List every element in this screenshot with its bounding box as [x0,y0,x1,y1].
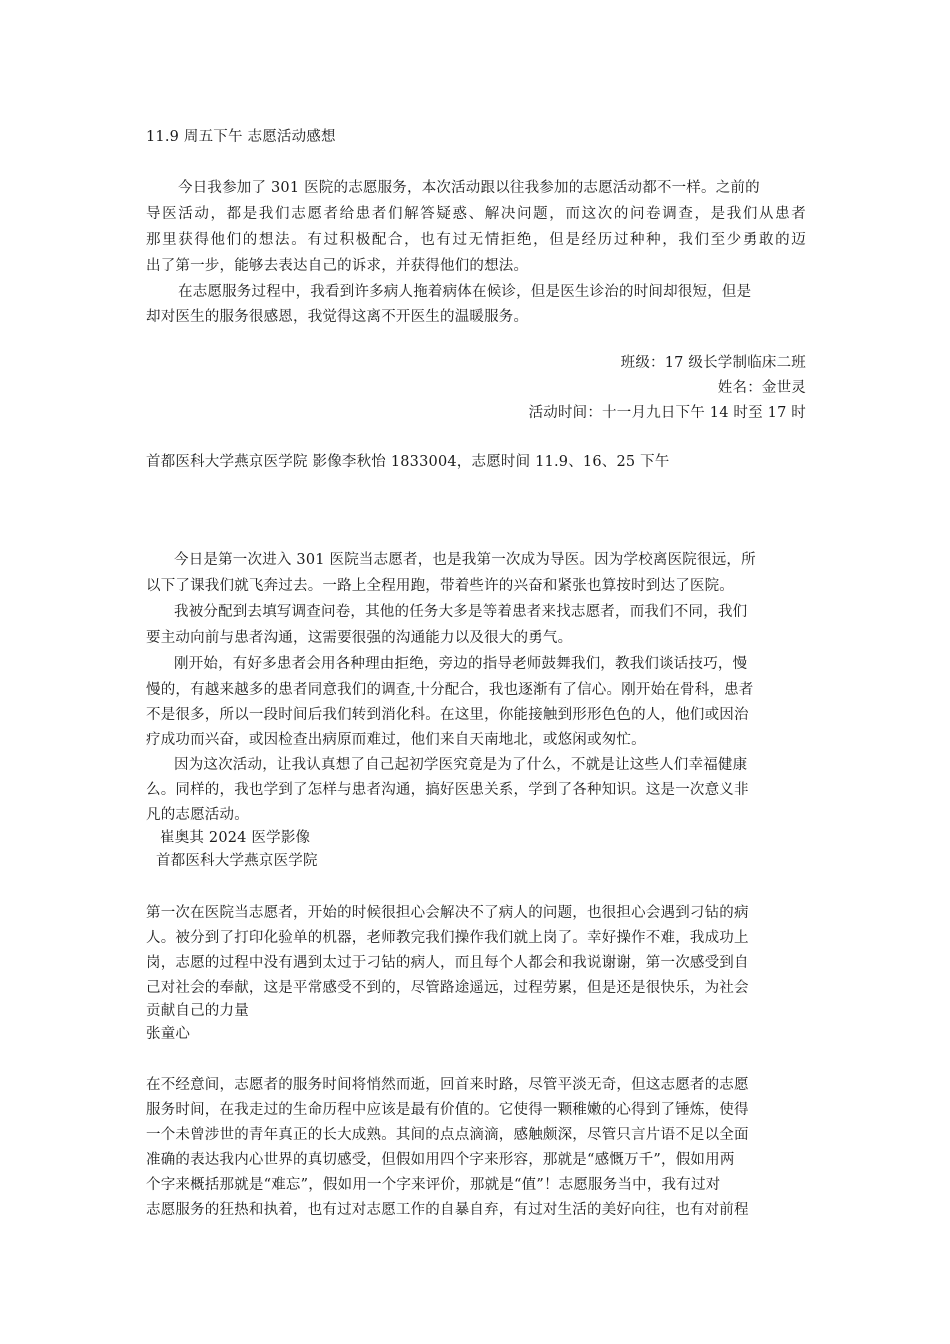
essay3-line: 刚开始，有好多患者会用各种理由拒绝，旁边的指导老师鼓舞我们，教我们谈话技巧，慢 [174,656,748,672]
essay1-line: 出了第一步，能够去表达自己的诉求，并获得他们的想法。 [146,258,529,274]
essay3-line: 凡的志愿活动。 [146,807,249,823]
essay3-signature-1: 崔奥其 2024 医学影像 [160,830,311,846]
essay3-line: 今日是第一次进入 301 医院当志愿者，也是我第一次成为导医。因为学校离医院很远，所 [174,552,756,568]
essay4-signature: 张童心 [146,1026,191,1042]
essay1-line: 在志愿服务过程中，我看到许多病人拖着病体在候诊，但是医生诊治的时间却很短，但是 [178,284,752,300]
essay5-line: 一个未曾涉世的青年真正的长大成熟。其间的点点滴滴，感触颇深，尽管只言片语不足以全面 [146,1127,749,1143]
essay5-line: 个字来概括那就是“难忘”，假如用一个字来评价，那就是“值”！志愿服务当中，我有过对 [146,1177,721,1193]
essay3-signature-2: 首都医科大学燕京医学院 [156,853,318,869]
essay4-line: 第一次在医院当志愿者，开始的时候很担心会解决不了病人的问题，也很担心会遇到刁钻的病 [146,905,749,921]
essay2-header: 首都医科大学燕京医学院 影像李秋怡 1833004，志愿时间 11.9、16、25 下午 [146,454,670,470]
essay3-line: 慢的，有越来越多的患者同意我们的调查,十分配合，我也逐渐有了信心。刚开始在骨科，患者 [146,682,754,698]
essay1-line: 那里获得他们的想法。有过积极配合，也有过无情拒绝，但是经历过种种，我们至少勇敢的迈 [146,232,806,248]
essay3-line: 么。同样的，我也学到了怎样与患者沟通，搞好医患关系，学到了各种知识。这是一次意义非 [146,782,749,798]
signature-name: 姓名：金世灵 [717,380,806,396]
essay4-line: 岗，志愿的过程中没有遇到太过于刁钻的病人，而且每个人都会和我说谢谢，第一次感受到自 [146,955,749,971]
essay3-line: 要主动向前与患者沟通，这需要很强的沟通能力以及很大的勇气。 [146,630,573,646]
essay4-line: 人。被分到了打印化验单的机器，老师教完我们操作我们就上岗了。幸好操作不难，我成功上 [146,930,749,946]
signature-class: 班级：17 级长学制临床二班 [620,355,806,371]
essay5-line: 服务时间，在我走过的生命历程中应该是最有价值的。它使得一颗稚嫩的心得到了锤炼，使得 [146,1102,749,1118]
essay1-line: 却对医生的服务很感恩，我觉得这离不开医生的温暖服务。 [146,309,529,325]
essay3-line: 我被分配到去填写调查问卷，其他的任务大多是等着患者来找志愿者，而我们不同，我们 [174,604,748,620]
essay3-line: 以下了课我们就飞奔过去。一路上全程用跑，带着些许的兴奋和紧张也算按时到达了医院。 [146,578,734,594]
essay5-line: 志愿服务的狂热和执着，也有过对志愿工作的自暴自弃，有过对生活的美好向往，也有对前程 [146,1202,749,1218]
essay3-line: 不是很多，所以一段时间后我们转到消化科。在这里，你能接触到形形色色的人，他们或因治 [146,707,749,723]
essay3-line: 疗成功而兴奋，或因检查出病原而难过，他们来自天南地北，或悠闲或匆忙。 [146,732,646,748]
essay3-line: 因为这次活动，让我认真想了自己起初学医究竟是为了什么，不就是让这些人们幸福健康 [174,757,748,773]
essay5-line: 准确的表达我内心世界的真切感受，但假如用四个字来形容，那就是“感慨万千”，假如用两 [146,1152,735,1168]
signature-time: 活动时间：十一月九日下午 14 时至 17 时 [528,405,806,421]
essay4-line: 己对社会的奉献，这是平常感受不到的，尽管路途遥远，过程劳累，但是还是很快乐，为社会 [146,980,749,996]
essay1-line: 导医活动，都是我们志愿者给患者们解答疑惑、解决问题，而这次的问卷调查，是我们从患者 [146,206,806,222]
essay5-line: 在不经意间，志愿者的服务时间将悄然而逝，回首来时路，尽管平淡无奇，但这志愿者的志愿 [146,1077,749,1093]
document-header: 11.9 周五下午 志愿活动感想 [146,129,336,145]
essay4-line: 贡献自己的力量 [146,1003,249,1019]
essay1-line: 今日我参加了 301 医院的志愿服务，本次活动跟以往我参加的志愿活动都不一样。之前的 [178,180,760,196]
